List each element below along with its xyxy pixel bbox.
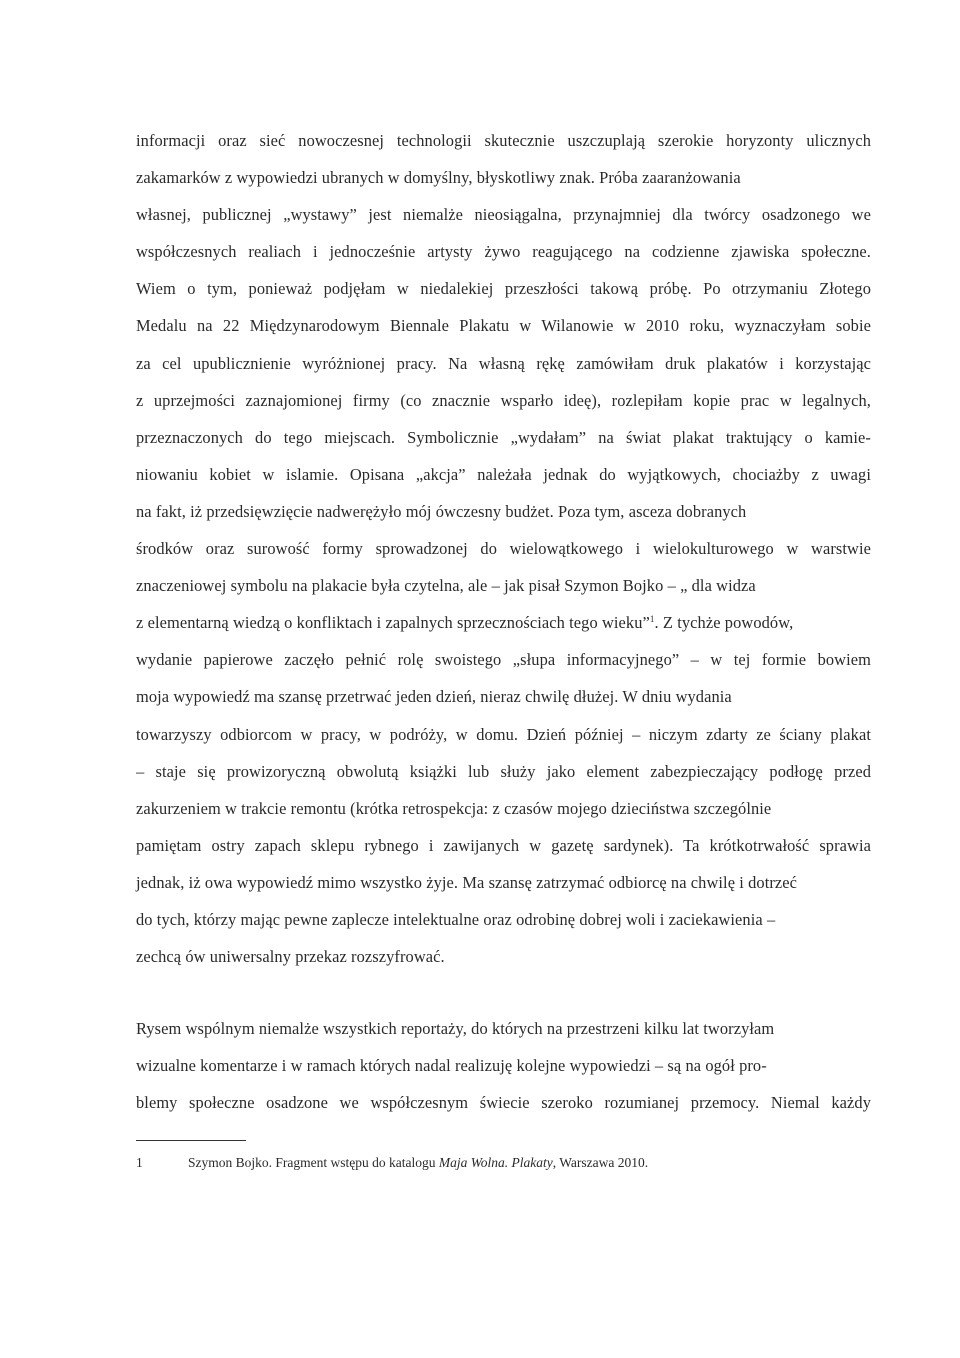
footnote: [136, 1153, 871, 1173]
text-segment: . Z tychże powodów,: [654, 613, 794, 633]
text-line: przeznaczonych do tego miejscach. Symbolicznie „wydałam” na świat plakat traktujący o kamie-: [136, 427, 871, 447]
text-line: własnej, publicznej „wystawy” jest niemalże nieosiągalna, przynajmniej dla twórcy osadzonego we: [136, 205, 871, 225]
text-line: wydanie papierowe zaczęło pełnić rolę swoistego „słupa informacyjnego” – w tej formie bowiem: [136, 650, 871, 670]
text-line: informacji oraz sieć nowoczesnej technologii skutecznie uszczuplają szerokie horyzonty ulicznych: [136, 131, 871, 150]
text-segment: z elementarną wiedzą o konfliktach i zapalnych sprzecznościach tego wieku”: [136, 613, 650, 633]
footnote-number: 1: [136, 1155, 143, 1170]
text-line-with-footnote: [136, 604, 871, 641]
text-line: wizualne komentarze i w ramach których nadal realizuję kolejne wypowiedzi – są na ogół pro-: [136, 1056, 767, 1076]
text-line: z uprzejmości zaznajomionej firmy (co znacznie wsparło ideę), rozlepiłam kopie prac w legalnych,: [136, 390, 871, 410]
footnote-book-title: Maja Wolna. Plakaty: [438, 1155, 553, 1170]
body-paragraph-1: [136, 122, 871, 975]
text-line: środków oraz surowość formy sprowadzonej do wielowątkowego i wielokulturowego w warstwie: [136, 539, 871, 559]
text-line: blemy społeczne osadzone we współczesnym świecie szeroko rozumianej przemocy. Niemal każdy: [136, 1093, 871, 1113]
text-line: współczesnych realiach i jednocześnie artysty żywo reagującego na codzienne zjawiska społeczne.: [136, 242, 871, 262]
text-line: niowaniu kobiet w islamie. Opisana „akcja” należała jednak do wyjątkowych, chociażby z uwagi: [136, 464, 871, 484]
text-line: Rysem wspólnym niemalże wszystkich reportaży, do których na przestrzeni kilku lat tworzyłam: [136, 1019, 775, 1038]
footnote-text: Szymon Bojko. Fragment wstępu do katalogu: [188, 1155, 439, 1170]
footnote-text-end: , Warszawa 2010.: [552, 1155, 649, 1170]
footnote-reference: 1: [649, 614, 655, 625]
text-line: zechcą ów uniwersalny przekaz rozszyfrować.: [136, 947, 445, 967]
text-line: do tych, którzy mając pewne zaplecze intelektualne oraz odrobinę dobrej woli i zaciekawienia –: [136, 909, 776, 929]
text-line: jednak, iż owa wypowiedź mimo wszystko żyje. Ma szansę zatrzymać odbiorcę na chwilę i dotrzeć: [136, 872, 798, 892]
text-line: Wiem o tym, ponieważ podjęłam w niedalekiej przeszłości takową próbę. Po otrzymaniu Złotego: [136, 279, 871, 299]
text-line: Medalu na 22 Międzynarodowym Biennale Plakatu w Wilanowie w 2010 roku, wyznaczyłam sobie: [136, 316, 871, 336]
text-line: pamiętam ostry zapach sklepu rybnego i zawijanych w gazetę sardynek). Ta krótkotrwałość sprawia: [136, 835, 871, 855]
text-line: na fakt, iż przedsięwzięcie nadwerężyło mój ówczesny budżet. Poza tym, asceza dobranych: [136, 501, 747, 521]
footnote-separator: [136, 1140, 246, 1141]
text-line: znaczeniowej symbolu na plakacie była czytelna, ale – jak pisał Szymon Bojko – „ dla widza: [136, 576, 756, 596]
text-line: towarzyszy odbiorcom w pracy, w podróży, w domu. Dzień później – niczym zdarty ze ściany plakat: [136, 724, 871, 744]
text-line: zakamarków z wypowiedzi ubranych w domyślny, błyskotliwy znak. Próba zaaranżowania: [136, 168, 741, 188]
body-paragraph-2: [136, 1010, 871, 1121]
text-line: za cel upublicznienie wyróżnionej pracy. Na własną rękę zamówiłam druk plakatów i korzystając: [136, 353, 871, 373]
text-line: zakurzeniem w trakcie remontu (krótka retrospekcja: z czasów mojego dzieciństwa szczególnie: [136, 798, 772, 818]
text-line: – staje się prowizoryczną obwolutą książki lub służy jako element zabezpieczający podłogę przed: [136, 761, 871, 781]
text-line: moja wypowiedź ma szansę przetrwać jeden dzień, nieraz chwilę dłużej. W dniu wydania: [136, 687, 732, 707]
